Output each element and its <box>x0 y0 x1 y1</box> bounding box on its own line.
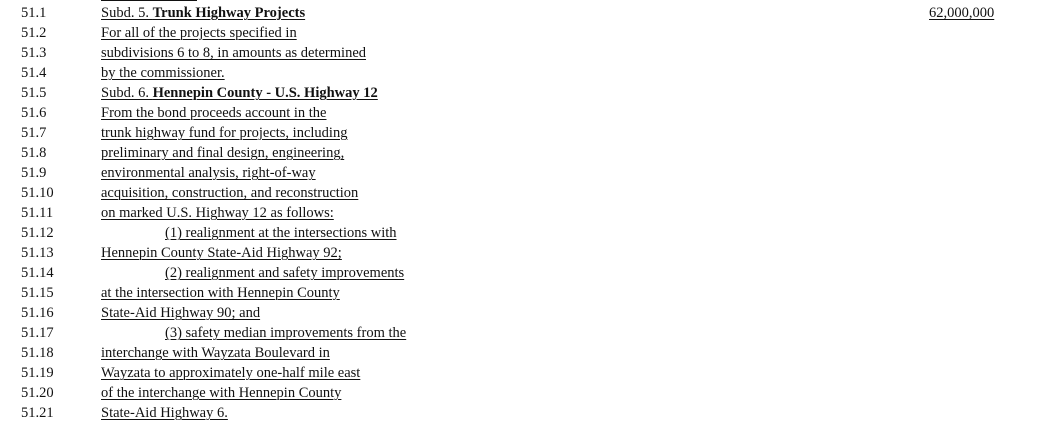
line-number: 51.1 <box>21 5 47 21</box>
line-text: subdivisions 6 to 8, in amounts as determined <box>101 45 367 61</box>
line-number: 51.5 <box>21 85 47 101</box>
line-number: 51.2 <box>21 25 47 41</box>
line-number: 51.11 <box>21 205 54 221</box>
line-text: preliminary and final design, engineering, <box>101 145 345 161</box>
line-number: 51.21 <box>21 405 54 421</box>
line-text: by the commissioner. <box>101 65 225 81</box>
line-number: 51.4 <box>21 65 47 81</box>
line-number: 51.7 <box>21 125 47 141</box>
line-text: State-Aid Highway 6. <box>101 405 228 421</box>
line-number: 51.3 <box>21 45 47 61</box>
line-text: Hennepin County State-Aid Highway 92; <box>101 245 342 261</box>
subdivision-heading: Trunk Highway Projects <box>152 5 306 21</box>
line-number: 51.14 <box>21 265 54 281</box>
line-number: 51.17 <box>21 325 54 341</box>
line-number: 51.13 <box>21 245 54 261</box>
subdivision-title <box>101 3 305 23</box>
line-number: 51.6 <box>21 105 47 121</box>
list-item-text: (3) safety median improvements from the <box>165 325 407 341</box>
list-item-text: (2) realignment and safety improvements <box>165 265 405 281</box>
line-text: at the intersection with Hennepin County <box>101 285 340 301</box>
line-text: From the bond proceeds account in the <box>101 105 327 121</box>
line-text: acquisition, construction, and reconstruction <box>101 185 359 201</box>
line-number: 51.19 <box>21 365 54 381</box>
line-text: trunk highway fund for projects, including <box>101 125 348 141</box>
line-number: 51.12 <box>21 225 54 241</box>
line-number: 51.15 <box>21 285 54 301</box>
subdivision-prefix: Subd. 6. <box>101 85 153 101</box>
line-text: Wayzata to approximately one-half mile east <box>101 365 361 381</box>
line-number: 51.20 <box>21 385 54 401</box>
line-text: of the interchange with Hennepin County <box>101 385 342 401</box>
subdivision-prefix: Subd. 5. <box>101 5 153 21</box>
line-text: interchange with Wayzata Boulevard in <box>101 345 330 361</box>
line-number: 51.16 <box>21 305 54 321</box>
subdivision-heading: Hennepin County - U.S. Highway 12 <box>152 85 378 101</box>
list-item-text: (1) realignment at the intersections with <box>165 225 397 241</box>
line-text: on marked U.S. Highway 12 as follows: <box>101 205 334 221</box>
line-text: State-Aid Highway 90; and <box>101 305 261 321</box>
appropriation-amount: 62,000,000 <box>929 5 995 21</box>
line-number: 51.10 <box>21 185 54 201</box>
line-text: For all of the projects specified in <box>101 25 297 41</box>
subdivision-title <box>101 83 378 103</box>
line-number: 51.8 <box>21 145 47 161</box>
line-number: 51.9 <box>21 165 47 181</box>
line-number: 51.18 <box>21 345 54 361</box>
top-rule <box>101 0 197 1</box>
line-text: environmental analysis, right-of-way <box>101 165 316 181</box>
